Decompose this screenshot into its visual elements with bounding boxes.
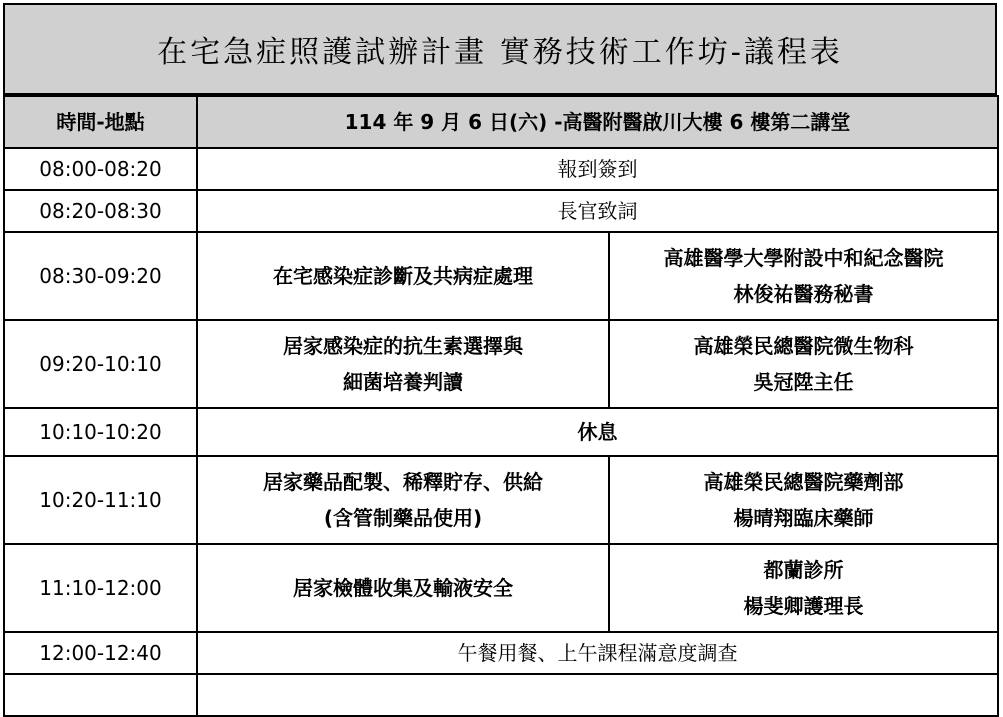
page-title: 在宅急症照護試辦計畫 實務技術工作坊-議程表	[3, 3, 997, 95]
speaker-cell	[609, 456, 998, 544]
speaker-name: 楊斐卿護理長	[743, 594, 864, 618]
table-row	[4, 148, 998, 190]
topic-line: 居家藥品配製、稀釋貯存、供給	[263, 470, 543, 494]
session-cell: 午餐用餐、上午課程滿意度調查	[197, 632, 998, 674]
time-cell: 11:10-12:00	[4, 544, 197, 632]
time-cell: 10:10-10:20	[4, 408, 197, 456]
time-cell: 08:30-09:20	[4, 232, 197, 320]
session-cell: 長官致詞	[197, 190, 998, 232]
speaker-org: 高雄榮民總醫院微生物科	[693, 334, 914, 358]
topic-line: (含管制藥品使用)	[323, 506, 483, 530]
speaker-cell	[609, 232, 998, 320]
topic-cell	[197, 544, 609, 632]
session-cell: 報到簽到	[197, 148, 998, 190]
table-row	[4, 190, 998, 232]
topic-line: 在宅感染症診斷及共病症處理	[273, 264, 533, 288]
time-cell: 12:00-12:40	[4, 632, 197, 674]
agenda-table	[3, 95, 999, 717]
time-cell: 08:00-08:20	[4, 148, 197, 190]
speaker-name: 林俊祐醫務秘書	[733, 282, 874, 306]
topic-line: 居家感染症的抗生素選擇與	[283, 334, 523, 358]
time-cell: 08:20-08:30	[4, 190, 197, 232]
speaker-org: 高雄醫學大學附設中和紀念醫院	[663, 246, 944, 270]
table-row	[4, 674, 998, 716]
speaker-cell	[609, 320, 998, 408]
session-cell: 休息	[197, 408, 998, 456]
topic-cell	[197, 320, 609, 408]
table-row	[4, 544, 998, 632]
time-cell: 09:20-10:10	[4, 320, 197, 408]
speaker-name: 吳冠陞主任	[753, 370, 854, 394]
table-header-row	[4, 96, 998, 148]
table-row	[4, 408, 998, 456]
session-cell	[197, 674, 998, 716]
speaker-org: 都蘭診所	[763, 558, 844, 582]
table-row	[4, 320, 998, 408]
table-row	[4, 632, 998, 674]
table-row	[4, 232, 998, 320]
time-venue-header: 時間-地點	[4, 96, 197, 148]
topic-line: 細菌培養判讀	[343, 370, 463, 394]
date-venue-header: 114 年 9 月 6 日(六) -高醫附醫啟川大樓 6 樓第二講堂	[197, 96, 998, 148]
time-cell	[4, 674, 197, 716]
speaker-name: 楊晴翔臨床藥師	[733, 506, 874, 530]
topic-cell	[197, 232, 609, 320]
speaker-cell	[609, 544, 998, 632]
speaker-org: 高雄榮民總醫院藥劑部	[703, 470, 904, 494]
topic-cell	[197, 456, 609, 544]
table-row	[4, 456, 998, 544]
time-cell: 10:20-11:10	[4, 456, 197, 544]
topic-line: 居家檢體收集及輸液安全	[293, 576, 513, 600]
